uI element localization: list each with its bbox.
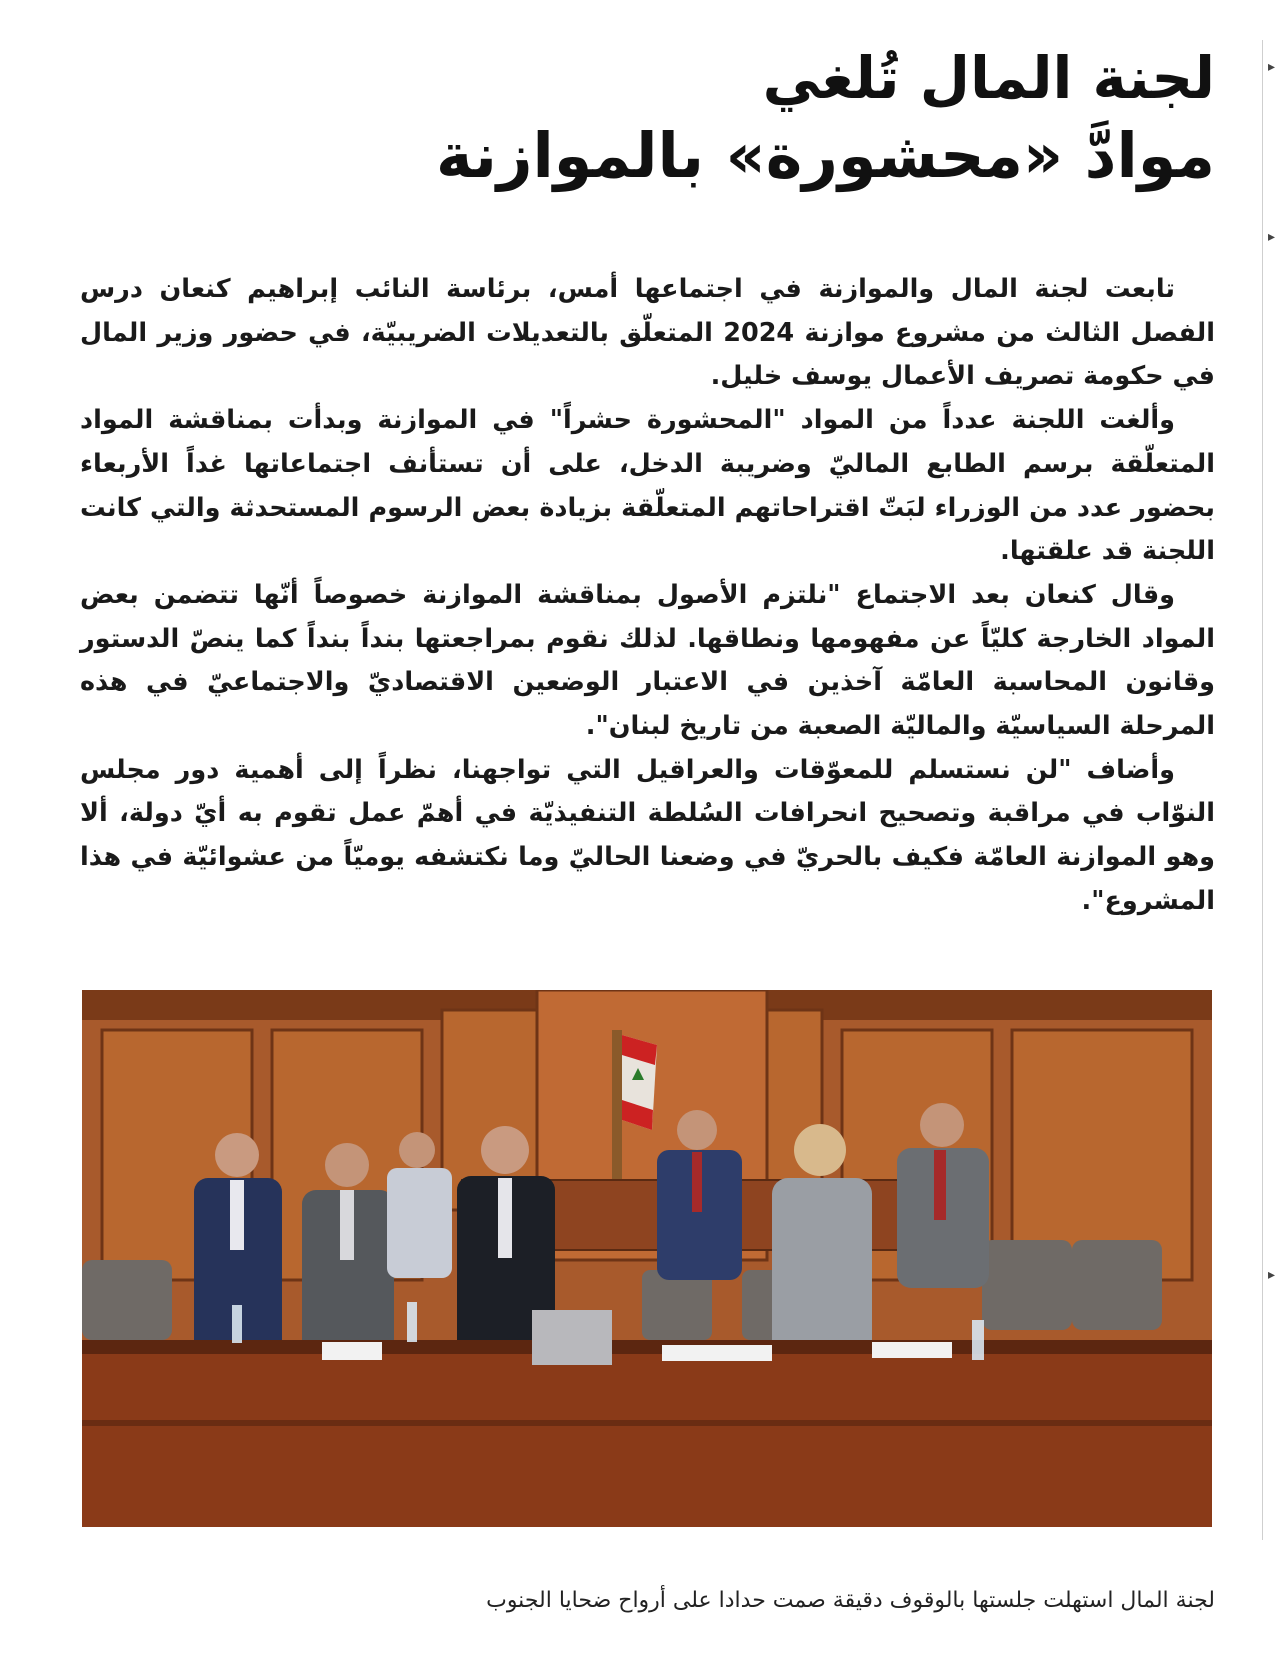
article-paragraph-4: وأضاف "لن نستسلم للمعوّقات والعراقيل التي تواجهنا، نظراً إلى أهمية دور مجلس النوّاب في مراقبة وتصحيح انحرافات السُلطة التنفيذيّة في أهمّ عمل تقوم به أيّ دولة، ألا وهو الموازنة العامّة فكيف بالحريّ في وضعنا الحاليّ وما نكتشفه يوميّاً من عشوائيّة في هذا المشروع". xyxy=(80,754,1215,916)
committee-meeting-photo xyxy=(82,990,1212,1527)
headline-line-1: لجنة المال تُلغي xyxy=(762,44,1215,112)
article-paragraph-2: وألغت اللجنة عدداً من المواد "المحشورة حشراً" في الموازنة وبدأت بمناقشة المواد المتعلّقة برسم الطابع الماليّ وضريبة الدخل، على أن تستأنف اجتماعاتها غداً الأربعاء بحضور عدد من الوزراء لبَتّ اقتراحاتهم المتعلّقة بزيادة بعض الرسوم المستحدثة والتي كانت اللجنة قد علقتها. xyxy=(80,405,1215,567)
column-rule xyxy=(1262,40,1263,1540)
photo-caption: لجنة المال استهلت جلستها بالوقوف دقيقة صمت حدادا على أرواح ضحايا الجنوب xyxy=(486,1588,1215,1613)
article-paragraph-3: وقال كنعان بعد الاجتماع "نلتزم الأصول بمناقشة الموازنة خصوصاً أنّها تتضمن بعض المواد الخارجة كليّاً عن مفهومها ونطاقها. لذلك نقوم بمراجعتها بنداً بنداً كما ينصّ الدستور وقانون المحاسبة العامّة آخذين في الاعتبار الوضعين الاقتصاديّ والاجتماعيّ في هذه المرحلة السياسيّة والماليّة الصعبة من تاريخ لبنان". xyxy=(80,579,1215,742)
article-body xyxy=(80,268,1215,924)
newspaper-page: ▸ ▸ ▸ لجنة المال تُلغي موادَّ «محشورة» بالموازنة تابعت لجنة المال والموازنة في اجتماعها أمس، برئاسة النائب إبراهيم كنعان درس الفصل الثالث من مشروع موازنة 2024 المتعلّق بالتعديلات الضريبيّة، في حضور وزير المال في حكومة تصريف الأعمال يوسف خليل. وألغت اللجنة عدداً من المواد "المحشورة حشراً" في الموازنة وبدأت بمناقشة المواد المتعلّقة برسم الطابع الماليّ وضريبة الدخل، على أن تستأنف اجتماعاتها غداً الأربعاء بحضور عدد من الوزراء لبَتّ اقتراحاتهم المتعلّقة بزيادة بعض الرسوم المستحدثة والتي كانت اللجنة قد علقتها. وقال كنعان بعد الاجتماع "نلتزم الأصول بمناقشة الموازنة خصوصاً أنّها تتضمن بعض المواد الخارجة كليّاً عن مفهومها ونطاقها. لذلك نقوم بمراجعتها بنداً بنداً كما ينصّ الدستور وقانون المحاسبة العامّة آخذين في الاعتبار الوضعين الاقتصاديّ والاجتماعيّ في هذه المرحلة السياسيّة والماليّة الصعبة من تاريخ لبنان". وأضاف "لن نستسلم للمعوّقات والعراقيل التي تواجهنا، نظراً إلى أهمية دور مجلس النوّاب في مراقبة وتصحيح انحرافات السُلطة التنفيذيّة في أهمّ عمل تقوم به أيّ دولة، ألا وهو الموازنة العامّة فكيف بالحريّ في وضعنا الحاليّ وما نكتشفه يوميّاً من عشوائيّة في هذا المشروع". لجنة المال استهلت جلستها بالوقوف دقيقة صمت حدادا على أرواح ضحايا الجنوب xyxy=(0,0,1275,1666)
headline xyxy=(215,40,1215,196)
article-paragraph-1: تابعت لجنة المال والموازنة في اجتماعها أمس، برئاسة النائب إبراهيم كنعان درس الفصل الثالث من مشروع موازنة 2024 المتعلّق بالتعديلات الضريبيّة، في حضور وزير المال في حكومة تصريف الأعمال يوسف خليل. xyxy=(80,274,1216,392)
headline-line-2: موادَّ «محشورة» بالموازنة xyxy=(435,119,1215,192)
